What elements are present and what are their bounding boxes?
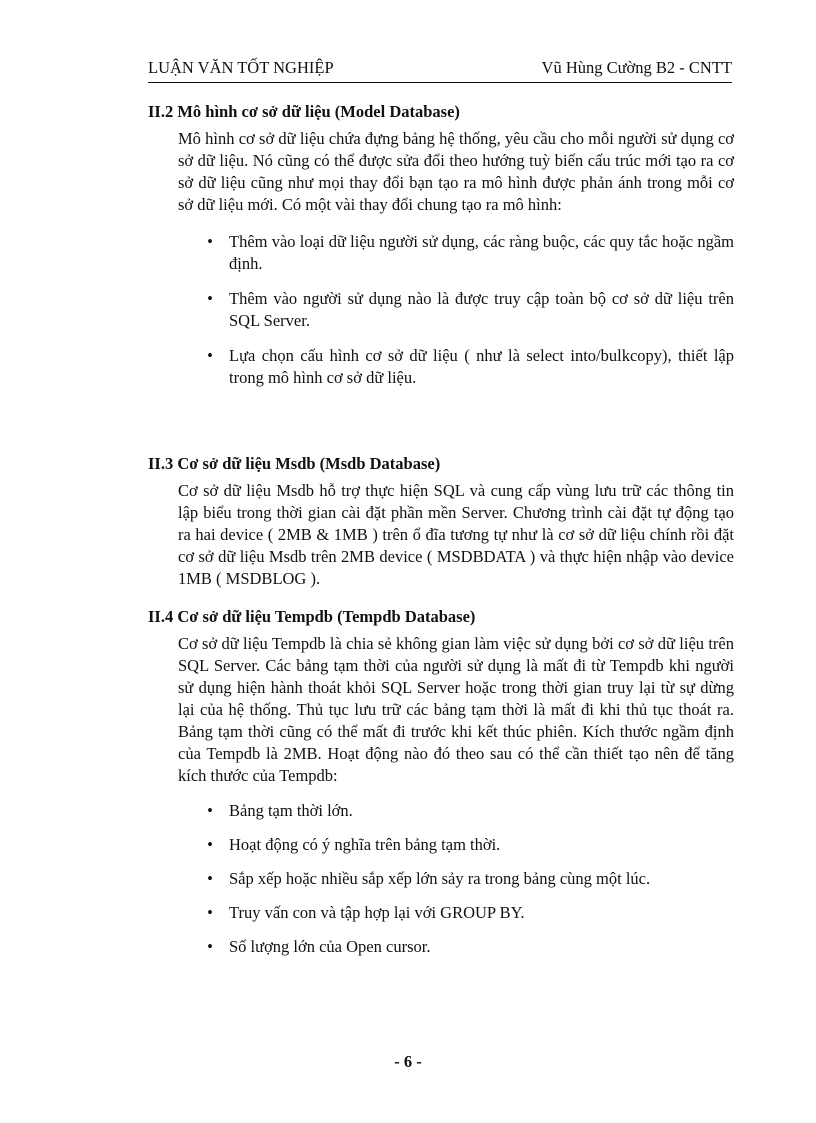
bullet-icon: • xyxy=(207,869,213,888)
page-number: - 6 - xyxy=(394,1052,422,1071)
list-item: • Lựa chọn cấu hình cơ sở dữ liệu ( như là select into/bulkcopy), thiết lập trong mô hình cơ sở dữ liệu. xyxy=(204,345,734,389)
section-paragraph: Cơ sở dữ liệu Tempdb là chia sẻ không gian làm việc sử dụng bởi cơ sở dữ liệu trên SQL Server. Các bảng tạm thời của người sử dụng là mất đi từ Tempdb khi người sử dụng hiện hành thoát khỏi SQL Server hoặc trong thời gian truy lại từ sự dừng lại của hệ thống. Thủ tục lưu trữ các bảng tạm thời là mất đi khi thủ tục thoát ra. Bảng tạm thời cũng có thể mất đi trước khi kết thúc phiên. Kích thước ngầm định của Tempdb là 2MB. Hoạt động nào đó theo sau có thể cần thiết tạo nên để tăng kích thước của Tempdb: xyxy=(178,634,734,785)
section-paragraph: Mô hình cơ sở dữ liệu chứa đựng bảng hệ thống, yêu cầu cho mỗi người sử dụng cơ sở dữ liệu. Nó cũng có thể được sửa đổi theo hướng tuỳ biến cấu trúc mới tạo ra cơ sở dữ liệu cũng như mọi thay đổi bạn tạo ra mô hình được phản ánh trong mỗi cơ sở dữ liệu mới. Có một vài thay đổi chung tạo ra mô hình: xyxy=(178,129,734,214)
section-heading: II.4 Cơ sở dữ liệu Tempdb (Tempdb Database) xyxy=(148,607,476,626)
section-heading: II.3 Cơ sở dữ liệu Msdb (Msdb Database) xyxy=(148,454,441,473)
section-model-database xyxy=(148,101,734,389)
list-item: • Số lượng lớn của Open cursor. xyxy=(204,936,734,958)
bullet-icon: • xyxy=(207,346,213,365)
list-item: • Sắp xếp hoặc nhiều sắp xếp lớn sảy ra trong bảng cùng một lúc. xyxy=(204,868,734,890)
list-item: • Thêm vào loại dữ liệu người sử dụng, các ràng buộc, các quy tắc hoặc ngầm định. xyxy=(204,231,734,275)
bullet-icon: • xyxy=(207,937,213,956)
bullet-icon: • xyxy=(207,232,213,251)
list-item: • Hoạt động có ý nghĩa trên bảng tạm thời. xyxy=(204,834,734,856)
bullet-list xyxy=(148,800,734,958)
list-item: • Thêm vào người sử dụng nào là được truy cập toàn bộ cơ sở dữ liệu trên SQL Server. xyxy=(204,288,734,332)
list-item: • Bảng tạm thời lớn. xyxy=(204,800,734,822)
bullet-list xyxy=(148,231,734,389)
section-heading: II.2 Mô hình cơ sở dữ liệu (Model Database) xyxy=(148,102,460,121)
bullet-icon: • xyxy=(207,801,213,820)
header-author: Vũ Hùng Cường B2 - CNTT xyxy=(541,58,732,77)
section-tempdb-database xyxy=(148,606,734,958)
section-msdb-database xyxy=(148,453,734,590)
page-header xyxy=(148,58,732,83)
bullet-icon: • xyxy=(207,289,213,308)
header-thesis-title: LUẬN VĂN TỐT NGHIỆP xyxy=(148,58,334,77)
section-paragraph: Cơ sở dữ liệu Msdb hỗ trợ thực hiện SQL và cung cấp vùng lưu trữ các thông tin lập biểu trong thời gian cài đặt phần mền Server. Chương trình cài đặt tự động tạo ra hai device ( 2MB & 1MB ) trên ổ đĩa tương tự như là cơ sở dữ liệu chính rồi đặt cơ sở dữ liệu Msdb trên 2MB device ( MSDBDATA ) và thực hiện nhập vào device 1MB ( MSDBLOG ). xyxy=(178,481,734,588)
list-item: • Truy vấn con và tập hợp lại với GROUP BY. xyxy=(204,902,734,924)
bullet-icon: • xyxy=(207,903,213,922)
bullet-icon: • xyxy=(207,835,213,854)
